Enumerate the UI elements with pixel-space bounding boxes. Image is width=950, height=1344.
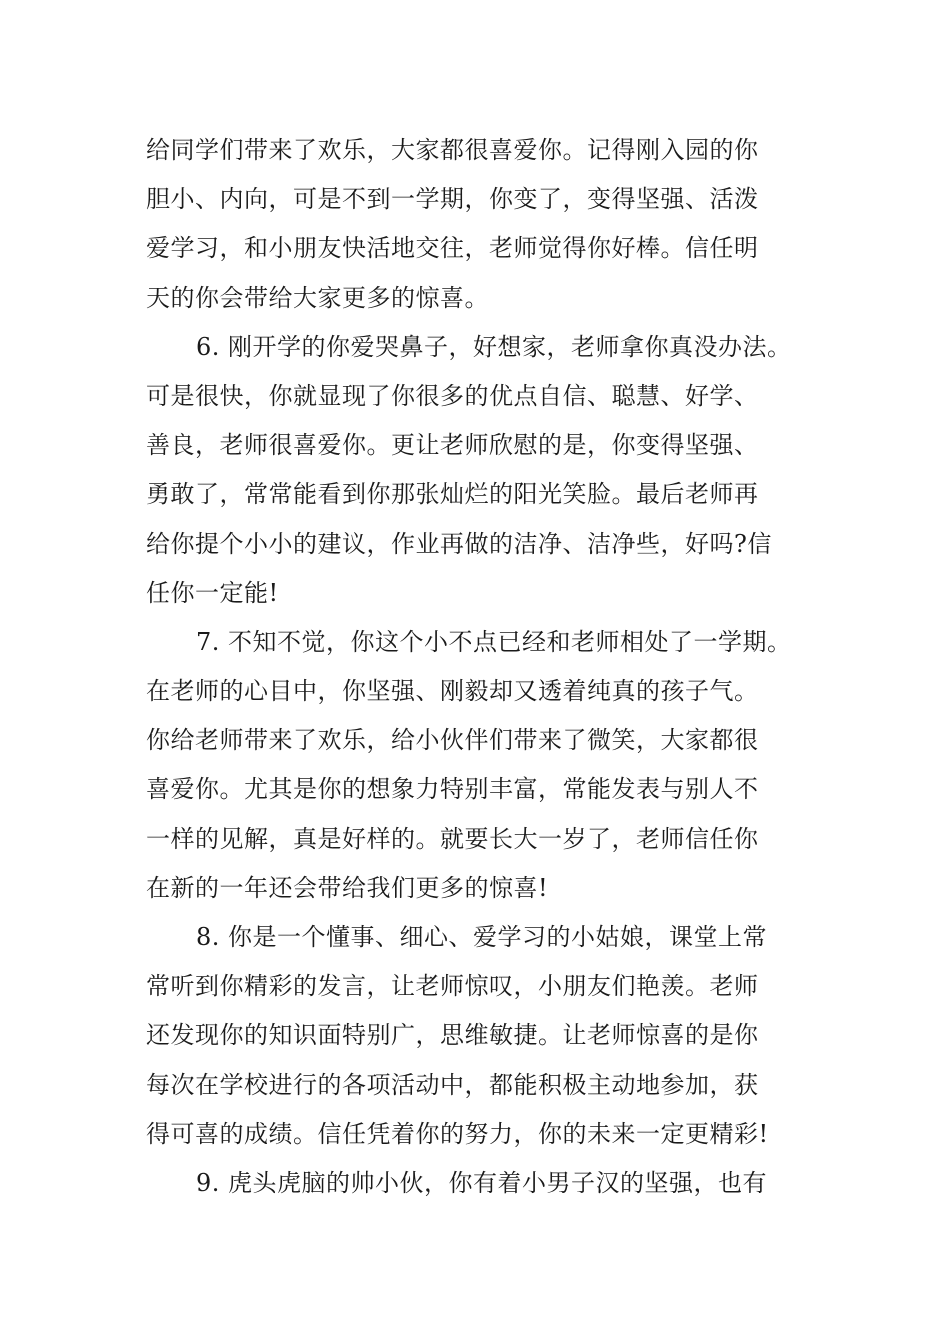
text-line: 常听到你精彩的发言，让老师惊叹，小朋友们艳羡。老师 — [146, 972, 759, 1001]
text-line: 喜爱你。尤其是你的想象力特别丰富，常能发表与别人不 — [146, 775, 759, 804]
document-body — [146, 126, 846, 1208]
text-line: 在老师的心目中，你坚强、刚毅却又透着纯真的孩子气。 — [146, 677, 759, 706]
text-line: 勇敢了，常常能看到你那张灿烂的阳光笑脸。最后老师再 — [146, 480, 759, 509]
text-line: 一样的见解，真是好样的。就要长大一岁了，老师信任你 — [146, 824, 759, 853]
paragraph-start-line: 8. 你是一个懂事、细心、爱学习的小姑娘，课堂上常 — [196, 923, 768, 951]
text-line: 得可喜的成绩。信任凭着你的努力，你的未来一定更精彩! — [146, 1119, 769, 1148]
text-line: 给同学们带来了欢乐，大家都很喜爱你。记得刚入园的你 — [146, 136, 759, 164]
paragraph-start-line: 6. 刚开学的你爱哭鼻子，好想家，老师拿你真没办法。 — [196, 332, 792, 361]
text-line: 每次在学校进行的各项活动中，都能积极主动地参加，获 — [146, 1070, 759, 1099]
text-line: 在新的一年还会带给我们更多的惊喜! — [146, 873, 549, 902]
text-line: 胆小、内向，可是不到一学期，你变了，变得坚强、活泼 — [146, 185, 759, 214]
text-line: 天的你会带给大家更多的惊喜。 — [146, 283, 489, 312]
text-line: 善良，老师很喜爱你。更让老师欣慰的是，你变得坚强、 — [146, 431, 759, 460]
text-line: 任你一定能! — [146, 578, 279, 607]
paragraph-start-line: 9. 虎头虎脑的帅小伙，你有着小男子汉的坚强，也有 — [196, 1168, 768, 1197]
paragraph-start-line: 7. 不知不觉，你这个小不点已经和老师相处了一学期。 — [196, 627, 792, 656]
text-line: 可是很快，你就显现了你很多的优点自信、聪慧、好学、 — [146, 381, 759, 410]
text-line: 给你提个小小的建议，作业再做的洁净、洁净些，好吗?信 — [146, 529, 772, 558]
text-line: 爱学习，和小朋友快活地交往，老师觉得你好棒。信任明 — [146, 234, 759, 263]
text-line: 你给老师带来了欢乐，给小伙伴们带来了微笑，大家都很 — [146, 726, 759, 755]
text-line: 还发现你的知识面特别广，思维敏捷。让老师惊喜的是你 — [146, 1021, 759, 1050]
